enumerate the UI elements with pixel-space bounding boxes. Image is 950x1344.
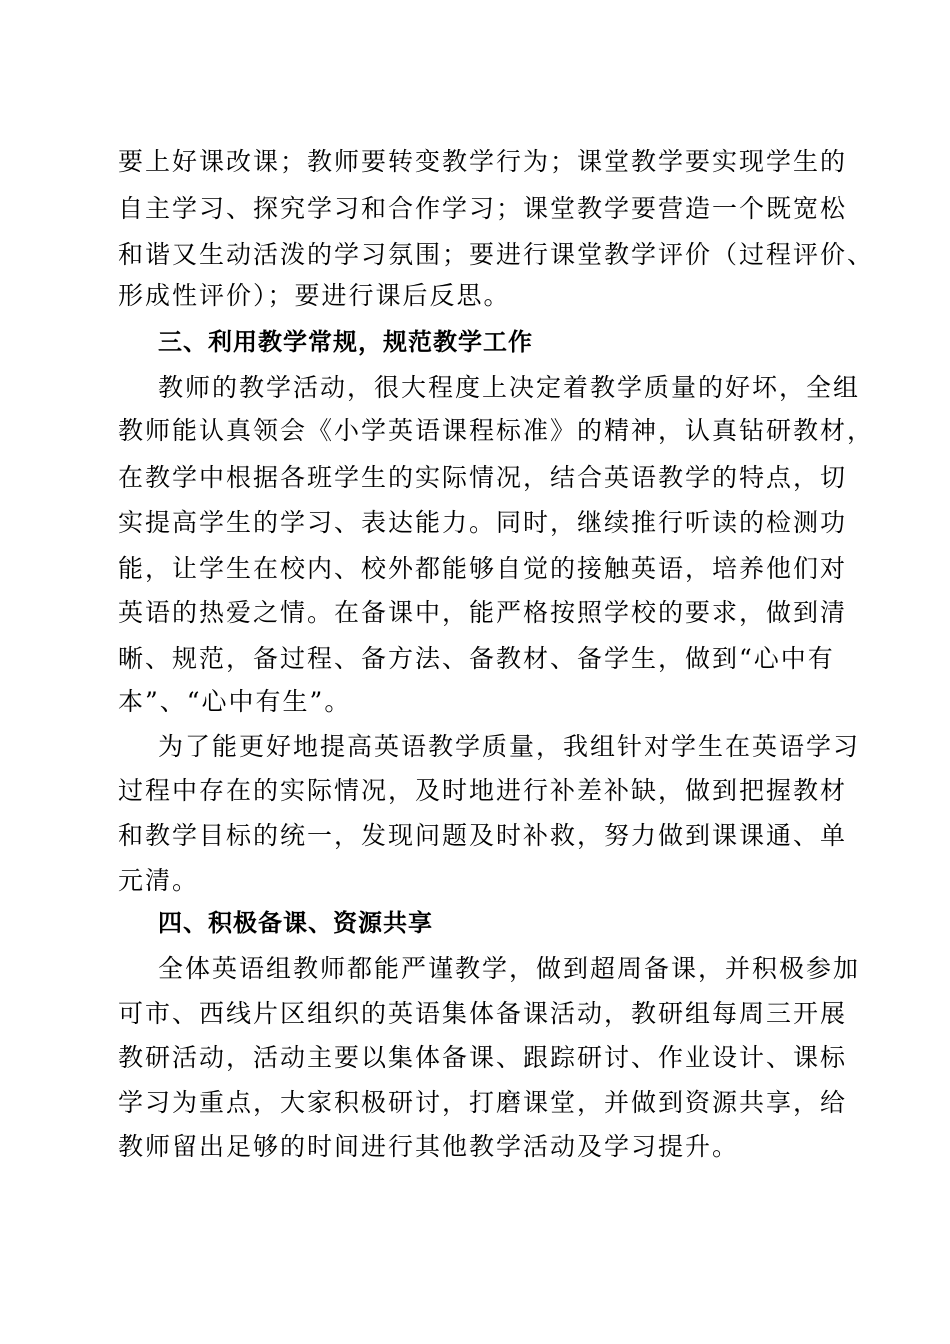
body-text-line: 在教学中根据各班学生的实际情况，结合英语教学的特点，切 [118,463,848,492]
body-text-line: 和谐又生动活泼的学习氛围；要进行课堂教学评价（过程评价、 [118,240,875,269]
section-heading-4: 四、积极备课、资源共享 [158,909,433,937]
body-text-line: 教师能认真领会《小学英语课程标准》的精神，认真钻研教材， [118,416,875,445]
body-text-line: 教研活动，活动主要以集体备课、跟踪研讨、作业设计、课标 [118,1043,848,1072]
body-text-line: 和教学目标的统一，发现问题及时补救，努力做到课课通、单 [118,821,848,850]
body-text-line: 教师留出足够的时间进行其他教学活动及学习提升。 [118,1132,740,1161]
body-text-line: 形成性评价）；要进行课后反思。 [118,281,511,310]
body-text-line: 实提高学生的学习、表达能力。同时，继续推行听读的检测功 [118,508,848,537]
body-text-line: 可市、西线片区组织的英语集体备课活动，教研组每周三开展 [118,999,848,1028]
section-heading-3: 三、利用教学常规，规范教学工作 [158,328,533,356]
body-text-line: 过程中存在的实际情况，及时地进行补差补缺，做到把握教材 [118,776,848,805]
body-text-line: 要上好课改课；教师要转变教学行为；课堂教学要实现学生的 [118,147,848,176]
body-text-line: 英语的热爱之情。在备课中，能严格按照学校的要求，做到清 [118,598,848,627]
body-text-line: 学习为重点，大家积极研讨，打磨课堂，并做到资源共享，给 [118,1088,848,1117]
body-text-line: 能，让学生在校内、校外都能够自觉的接触英语，培养他们对 [118,554,848,583]
paragraph-first-line: 教师的教学活动，很大程度上决定着教学质量的好坏，全组 [158,373,861,402]
paragraph-first-line: 为了能更好地提高英语教学质量，我组针对学生在英语学习 [158,732,861,761]
body-text-line: 自主学习、探究学习和合作学习；课堂教学要营造一个既宽松 [118,194,848,223]
paragraph-first-line: 全体英语组教师都能严谨教学，做到超周备课，并积极参加 [158,954,861,983]
body-text-line: 本”、“心中有生”。 [118,687,352,716]
body-text-line: 元清。 [118,866,200,895]
body-text-line: 晰、规范，备过程、备方法、备教材、备学生，做到“心中有 [118,644,835,673]
